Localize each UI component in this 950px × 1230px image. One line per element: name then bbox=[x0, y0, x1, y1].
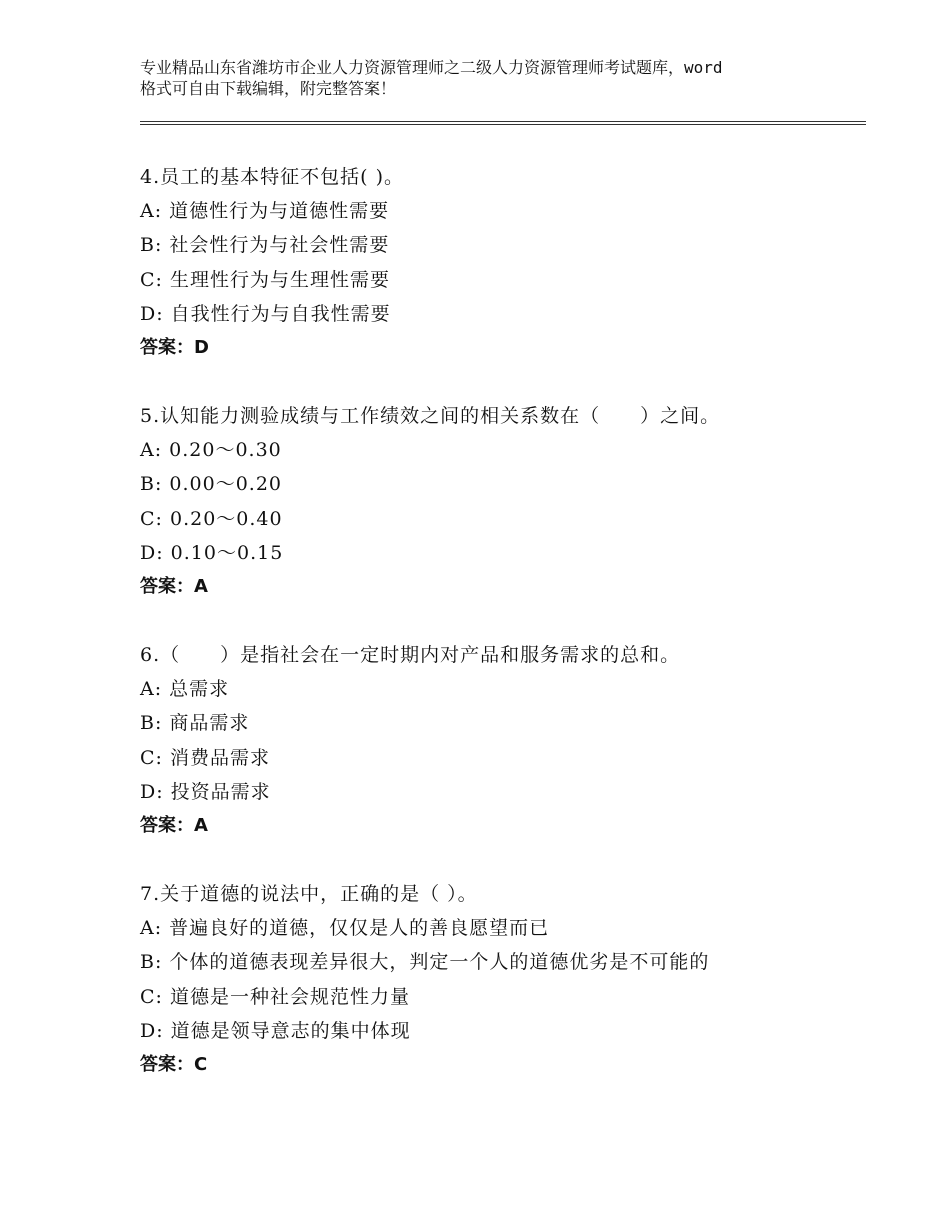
option-b: B: 0.00～0.20 bbox=[140, 473, 283, 496]
option-a: A: 道德性行为与道德性需要 bbox=[140, 200, 390, 223]
option-c: C: 道德是一种社会规范性力量 bbox=[140, 985, 410, 1008]
option-c: C: 消费品需求 bbox=[140, 746, 270, 769]
question-4 bbox=[140, 160, 860, 365]
option-a: A: 普遍良好的道德，仅仅是人的善良愿望而已 bbox=[140, 917, 550, 940]
answer-label: 答案：D bbox=[140, 336, 209, 358]
question-6 bbox=[140, 638, 860, 843]
option-b: B: 商品需求 bbox=[140, 712, 250, 735]
option-a: A: 0.20～0.30 bbox=[140, 439, 282, 462]
option-d: D: 自我性行为与自我性需要 bbox=[140, 302, 391, 325]
option-b: B: 社会性行为与社会性需要 bbox=[140, 234, 390, 257]
header-title-line-2: 格式可自由下载编辑，附完整答案！ bbox=[140, 79, 397, 98]
question-stem: 7.关于道德的说法中，正确的是（ ）。 bbox=[140, 883, 478, 905]
document-header bbox=[140, 57, 840, 99]
answer-label: 答案：A bbox=[140, 814, 208, 836]
question-stem: 6.（ ）是指社会在一定时期内对产品和服务需求的总和。 bbox=[140, 644, 681, 666]
question-stem: 5.认知能力测验成绩与工作绩效之间的相关系数在（ ）之间。 bbox=[140, 405, 721, 427]
answer-label: 答案：A bbox=[140, 575, 208, 597]
answer-label: 答案：C bbox=[140, 1053, 208, 1075]
question-5 bbox=[140, 399, 860, 604]
option-c: C: 0.20～0.40 bbox=[140, 507, 283, 530]
header-divider-top bbox=[140, 121, 866, 122]
option-d: D: 道德是领导意志的集中体现 bbox=[140, 1019, 411, 1042]
option-b: B: 个体的道德表现差异很大，判定一个人的道德优劣是不可能的 bbox=[140, 951, 710, 974]
option-a: A: 总需求 bbox=[140, 678, 230, 701]
question-stem: 4.员工的基本特征不包括( )。 bbox=[140, 166, 404, 188]
option-d: D: 投资品需求 bbox=[140, 780, 271, 803]
option-c: C: 生理性行为与生理性需要 bbox=[140, 268, 390, 291]
option-d: D: 0.10～0.15 bbox=[140, 541, 284, 564]
header-title-line-1: 专业精品山东省潍坊市企业人力资源管理师之二级人力资源管理师考试题库，word bbox=[140, 58, 723, 77]
question-7 bbox=[140, 877, 860, 1082]
header-divider-bottom bbox=[140, 124, 866, 125]
